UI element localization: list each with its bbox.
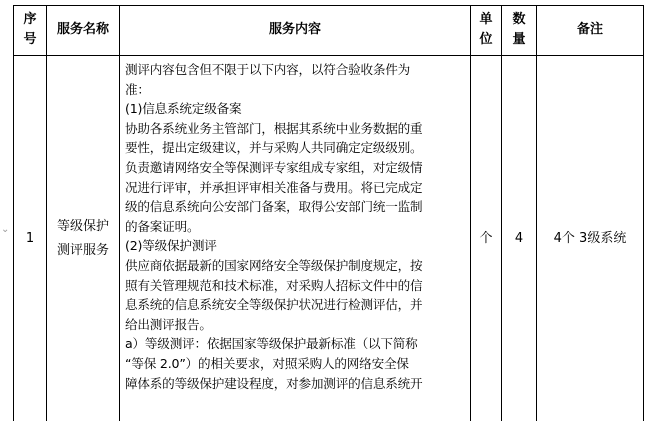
content-line: 障体系的等级保护建设程度，对参加测评的信息系统开 xyxy=(125,375,423,391)
content-line: a）等级测评：依据国家等级保护最新标准（以下简称 xyxy=(125,336,418,352)
header-service-content-label: 服务内容 xyxy=(268,22,321,37)
content-line: 的备案证明。 xyxy=(125,218,200,234)
row-seq: 1 xyxy=(25,230,35,246)
row-service-name-line: 测评服务 xyxy=(56,242,109,258)
table-border-right xyxy=(643,5,644,421)
header-qty xyxy=(502,5,536,55)
header-seq xyxy=(14,5,46,55)
column-divider xyxy=(119,5,120,421)
content-line: “等保 2.0”）的相关要求，对照采购人的网络安全保 xyxy=(125,355,409,371)
header-service-name-label: 服务名称 xyxy=(56,22,109,37)
header-service-content xyxy=(120,5,470,55)
row-service-name-line: 等级保护 xyxy=(56,218,109,234)
row-unit: 个 xyxy=(479,230,493,246)
content-line: (1)信息系统定级备案 xyxy=(125,101,242,117)
header-unit-label: 单位 xyxy=(479,12,493,47)
content-line: 级的信息系统向公安部门备案，取得公安部门统一监制 xyxy=(125,199,423,215)
content-line: 要性，提出定级建议，并与采购人共同确定定级级别。 xyxy=(125,140,423,156)
header-seq-label: 序号 xyxy=(23,12,37,47)
content-line: (2)等级保护测评 xyxy=(125,238,217,254)
header-qty-label: 数量 xyxy=(512,12,526,47)
content-line: 供应商依据最新的国家网络安全等级保护制度规定，按 xyxy=(125,257,423,273)
content-line: 给出测评报告。 xyxy=(125,316,212,332)
row-service-name-cell xyxy=(47,56,119,421)
row-note: 4个 3级系统 xyxy=(553,230,627,246)
header-note xyxy=(537,5,643,55)
row-service-content xyxy=(125,60,467,421)
content-line: 测评内容包含但不限于以下内容，以符合验收条件为 xyxy=(125,62,411,77)
header-unit xyxy=(471,5,501,55)
header-service-name xyxy=(47,5,119,55)
row-note-cell xyxy=(537,56,643,421)
chevron-down-icon: ⌄ xyxy=(1,224,10,235)
row-qty: 4 xyxy=(514,230,524,246)
content-line: 准： xyxy=(125,81,150,97)
row-seq-cell xyxy=(14,56,46,421)
header-note-label: 备注 xyxy=(576,22,603,37)
row-qty-cell xyxy=(502,56,536,421)
content-line: 协助各系统业务主管部门，根据其系统中业务数据的重 xyxy=(125,120,423,136)
row-unit-cell xyxy=(471,56,501,421)
content-line: 照有关管理规范和技术标准，对采购人招标文件中的信 xyxy=(125,277,423,293)
content-line: 况进行评审，并承担评审相关准备与费用。将已完成定 xyxy=(125,179,423,195)
content-line: 负责邀请网络安全等保测评专家组成专家组，对定级情 xyxy=(125,159,423,175)
content-line: 息系统的信息系统安全等级保护状况进行检测评估，并 xyxy=(125,297,423,313)
